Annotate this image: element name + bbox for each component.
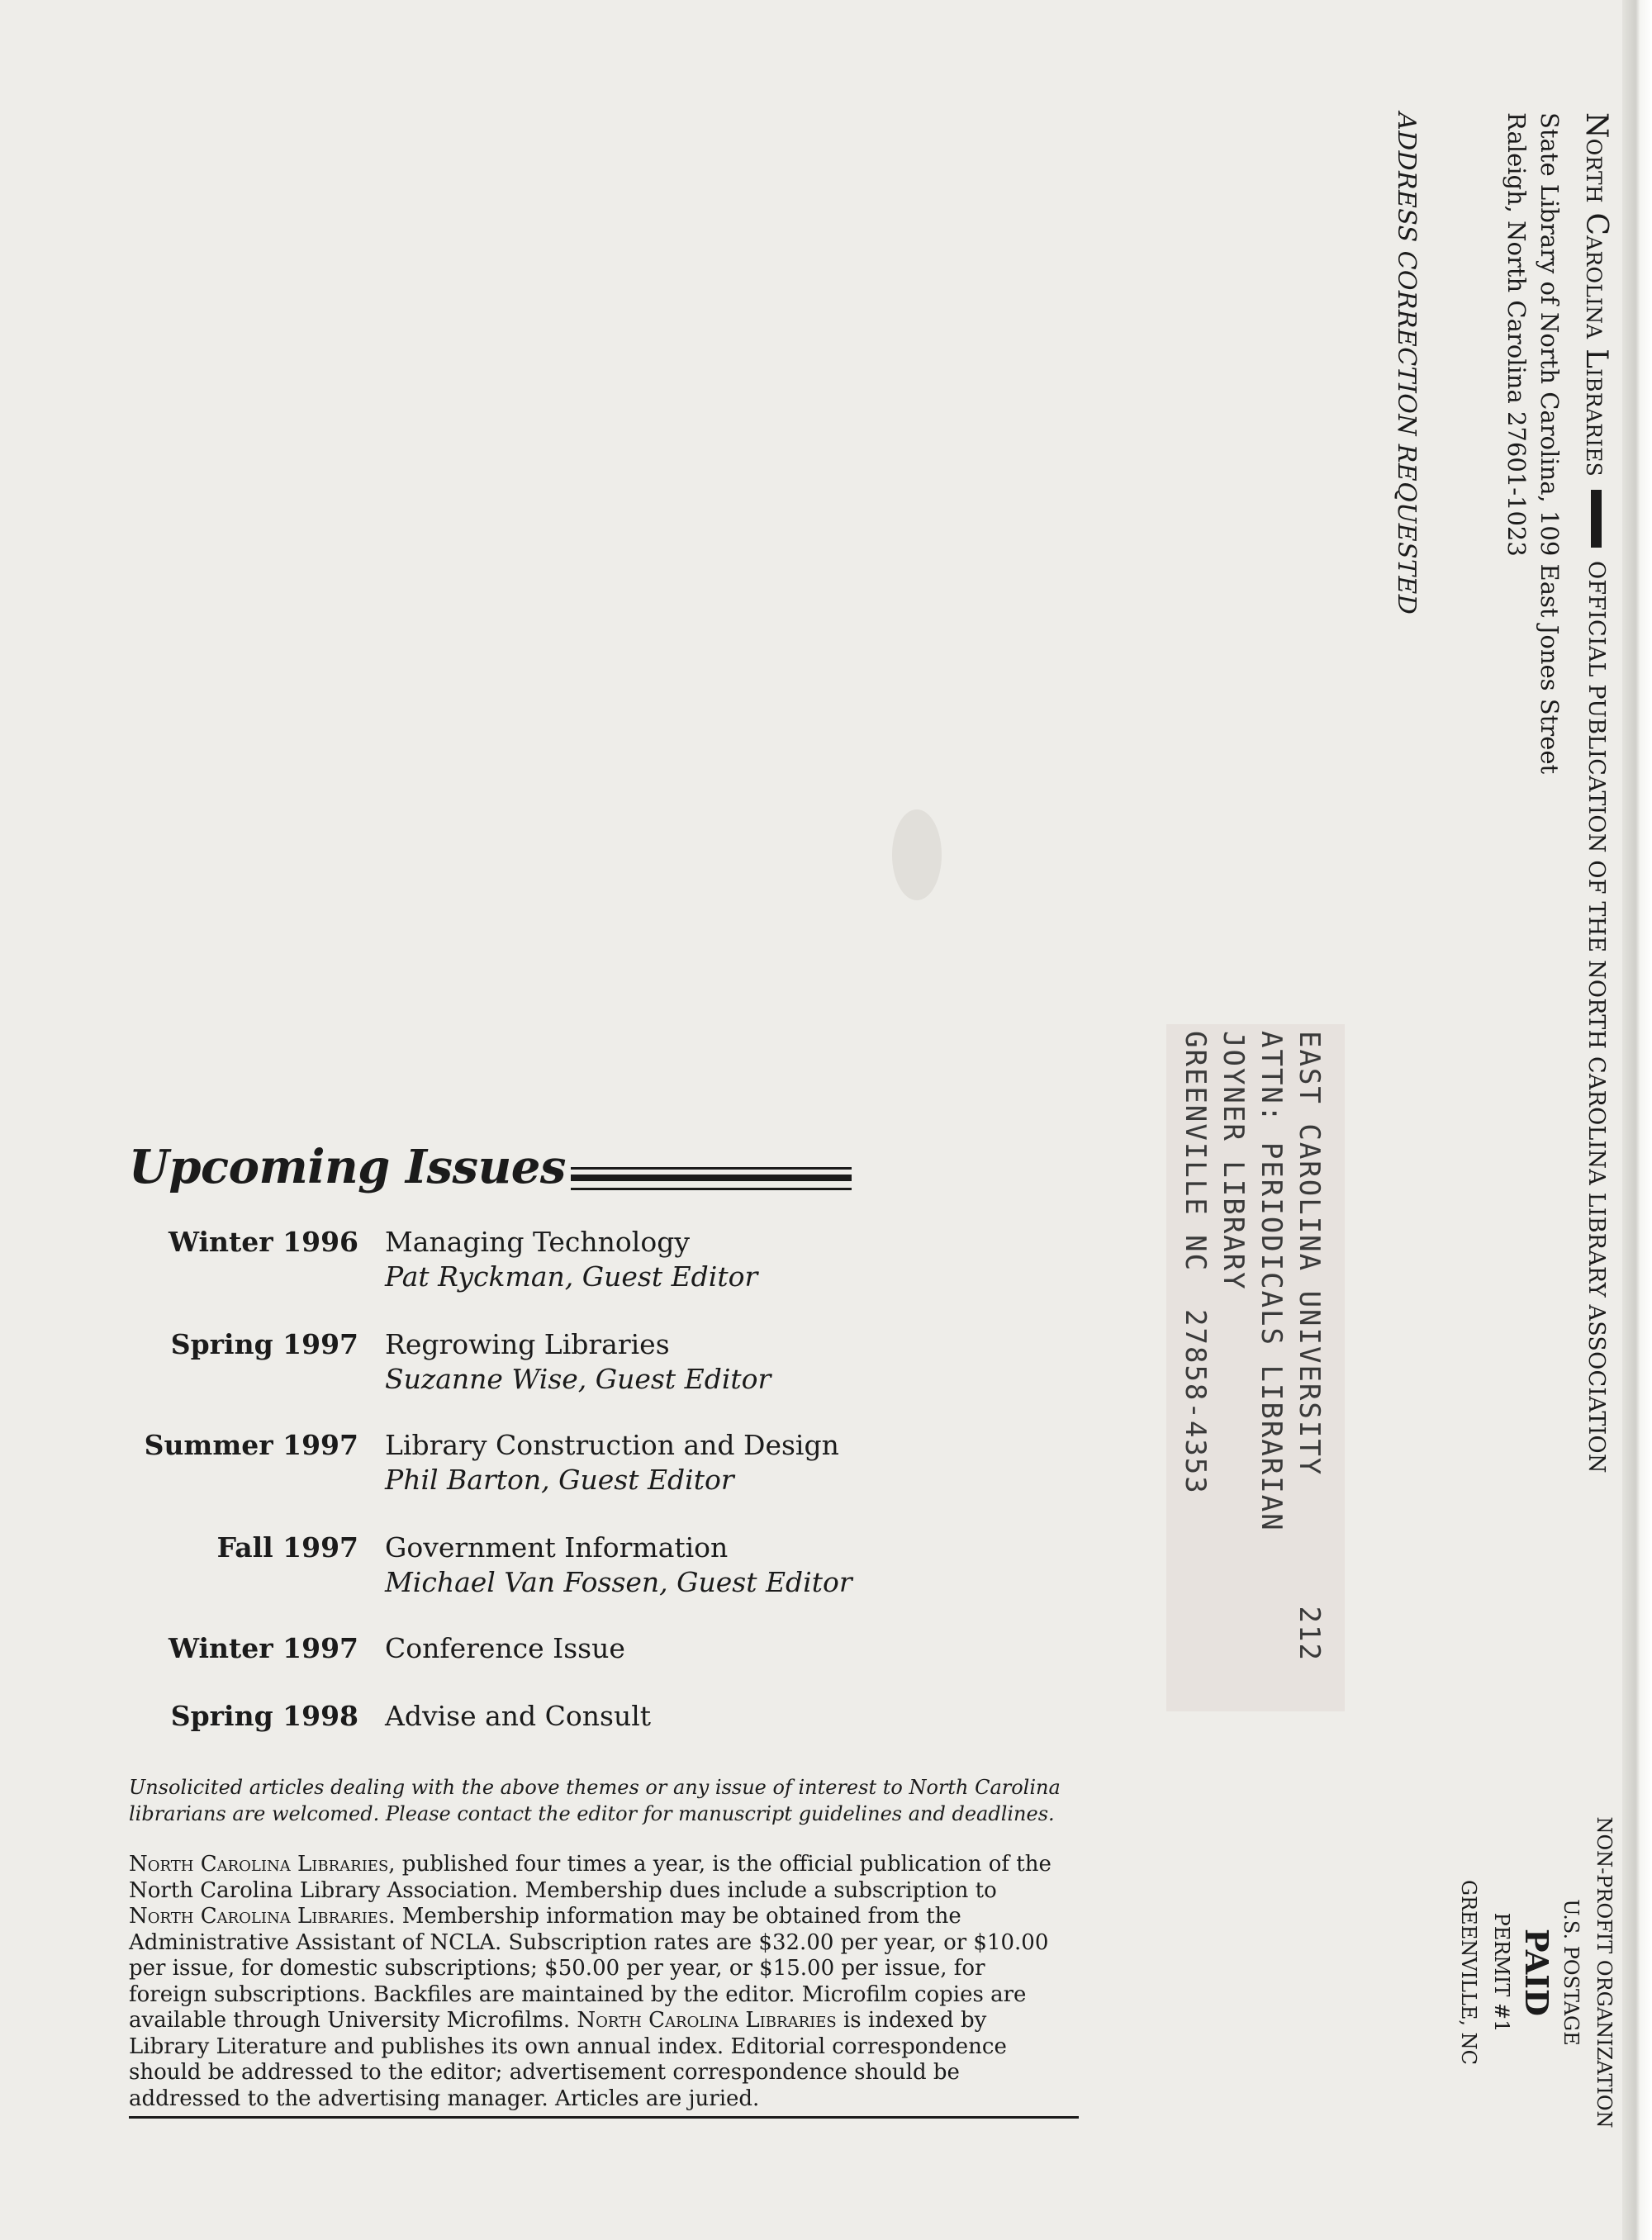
submission-note: Unsolicited articles dealing with the above themes or any issue of interest to North Carolina librarians are welcomed. Please contact the editor for manuscript guidelines and deadlines. xyxy=(129,1776,1061,1825)
publication-info-text-2: . Membership information may be obtained from the Administrative Assistant of NCLA. Subscription rates are $32.00 per year, or $10.00 per issue, for domestic subscriptions; $50.00 per year, or $15.00 per issue, for foreign subscriptions. Backfiles are maintained by the editor. Microfilm copies are available through University Microfilms. xyxy=(129,1904,1049,2033)
brand-name: North Carolina Libraries xyxy=(577,2008,837,2033)
issue-editor: Phil Barton, Guest Editor xyxy=(385,1464,734,1496)
brand-name: North Carolina Libraries xyxy=(129,1852,389,1877)
indicia-line5: GREENVILLE, NC xyxy=(1457,1879,1480,2066)
mailing-label-line4: GREENVILLE NC 27858-4353 xyxy=(1179,1031,1212,1495)
masthead-subtitle: OFFICIAL PUBLICATION OF THE NORTH CAROLINA LIBRARY ASSOCIATION xyxy=(1583,560,1609,1474)
issue-season: Winter 1996 xyxy=(169,1226,358,1258)
indicia-line1: NON-PROFIT ORGANIZATION xyxy=(1593,1816,1616,2128)
issue-editor: Suzanne Wise, Guest Editor xyxy=(385,1363,771,1395)
brand-name: North Carolina Libraries xyxy=(129,1904,389,1929)
issue-topic: Regrowing Libraries xyxy=(385,1328,670,1360)
publication-info-text-3: is indexed by Library Literature and publishes its own annual index. Editorial correspondence should be addressed to the editor; advertisement correspondence should be addressed to the advertising manager. Articles are juried. xyxy=(129,2008,1007,2111)
mailing-label-line3: JOYNER LIBRARY xyxy=(1217,1031,1250,1291)
issue-topic: Conference Issue xyxy=(385,1632,625,1664)
issue-season: Spring 1998 xyxy=(170,1700,358,1732)
return-address-line2: Raleigh, North Carolina 27601-1023 xyxy=(1502,112,1531,557)
issue-editor: Pat Ryckman, Guest Editor xyxy=(385,1260,758,1293)
issue-season: Summer 1997 xyxy=(144,1429,358,1461)
issue-season: Winter 1997 xyxy=(169,1632,358,1664)
upcoming-issues-header xyxy=(129,1140,852,1194)
mailing-label-line2: ATTN: PERIODICALS LIBRARIAN xyxy=(1255,1031,1288,1532)
mailing-label xyxy=(1176,1031,1328,1662)
bottom-rule xyxy=(129,2116,1079,2119)
masthead-brand: North Carolina Libraries xyxy=(1579,112,1613,477)
publication-info xyxy=(129,1852,1066,2112)
publication-info-text-1: , published four times a year, is the official publication of the North Carolina Library Association. Membership dues include a subscription to xyxy=(129,1852,1051,1903)
indicia-line2: U.S. POSTAGE xyxy=(1559,1899,1583,2046)
postage-indicia xyxy=(1452,1758,1621,2187)
page-edge xyxy=(1622,0,1652,2240)
paper-smudge xyxy=(892,809,942,900)
issue-topic: Government Information xyxy=(385,1531,729,1564)
issue-topic: Advise and Consult xyxy=(385,1700,652,1732)
indicia-line4: PERMIT #1 xyxy=(1490,1912,1513,2033)
issue-topic: Library Construction and Design xyxy=(385,1429,839,1461)
indicia-paid: PAID xyxy=(1518,1928,1555,2017)
issue-topic: Managing Technology xyxy=(385,1226,690,1258)
mailing-label-line1: EAST CAROLINA UNIVERSITY 212 xyxy=(1293,1031,1326,1662)
upcoming-issues-title: Upcoming Issues xyxy=(129,1140,566,1194)
header-rule xyxy=(571,1167,852,1190)
address-correction-notice: ADDRESS CORRECTION REQUESTED xyxy=(1392,112,1421,615)
masthead xyxy=(1579,112,1613,1474)
issue-season: Spring 1997 xyxy=(170,1328,358,1360)
issue-editor: Michael Van Fossen, Guest Editor xyxy=(385,1566,852,1598)
masthead-bar xyxy=(1591,490,1602,548)
issue-season: Fall 1997 xyxy=(216,1531,358,1564)
return-address-line1: State Library of North Carolina, 109 East Jones Street xyxy=(1536,112,1564,775)
